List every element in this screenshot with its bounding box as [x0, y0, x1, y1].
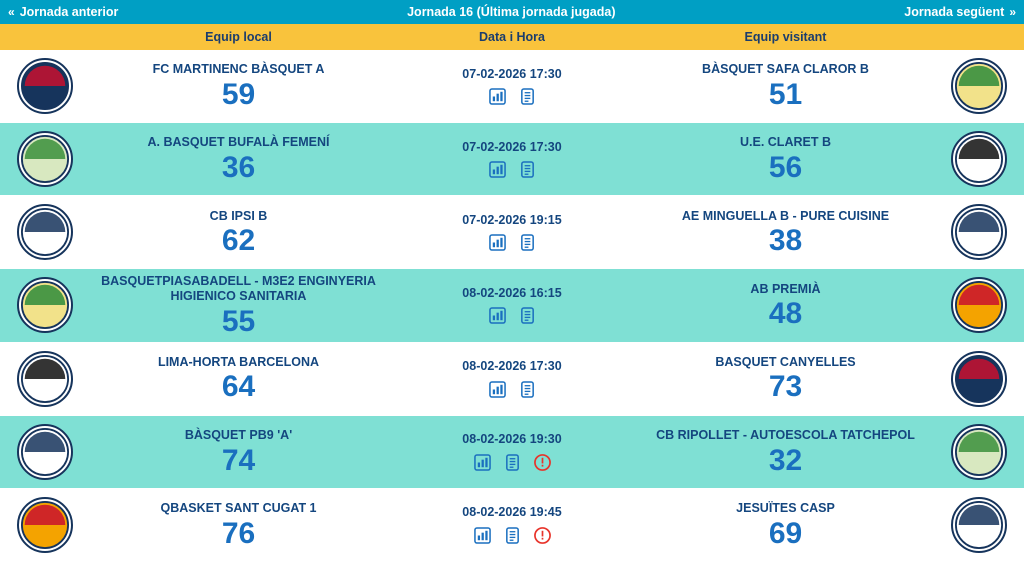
away-crest-cell	[934, 277, 1024, 333]
match-action-icons	[488, 307, 536, 325]
match-datetime-cell	[387, 140, 637, 179]
away-team-cell	[637, 355, 934, 403]
home-team-crest	[17, 497, 73, 553]
home-team-cell	[90, 274, 387, 337]
current-round-label: Jornada 16 (Última jornada jugada)	[407, 5, 616, 19]
bar-chart-icon[interactable]	[488, 88, 506, 106]
away-team-crest	[951, 131, 1007, 187]
table-column-headers	[0, 24, 1024, 50]
home-crest-cell	[0, 58, 90, 114]
away-team-crest	[951, 497, 1007, 553]
away-team-crest	[951, 277, 1007, 333]
home-team-crest	[17, 204, 73, 260]
document-icon[interactable]	[518, 307, 536, 325]
home-team-crest	[17, 424, 73, 480]
home-crest-cell	[0, 497, 90, 553]
home-team-name: BASQUETPIASABADELL - M3E2 ENGINYERIA HIGIENICO SANITARIA	[101, 273, 376, 304]
away-team-cell	[637, 209, 934, 257]
match-action-icons	[473, 526, 551, 544]
table-row[interactable]	[0, 489, 1024, 562]
match-datetime: 07-02-2026 17:30	[462, 139, 562, 154]
previous-round-link[interactable]	[8, 5, 118, 19]
home-team-score: 76	[221, 516, 256, 550]
away-team-cell	[637, 62, 934, 110]
match-datetime: 08-02-2026 16:15	[462, 285, 562, 300]
away-team-crest	[951, 424, 1007, 480]
bar-chart-icon[interactable]	[488, 307, 506, 325]
away-crest-cell	[934, 351, 1024, 407]
away-crest-cell	[934, 58, 1024, 114]
match-datetime-cell	[387, 67, 637, 106]
home-team-cell	[90, 135, 387, 183]
header-home-team: Equip local	[205, 30, 272, 44]
away-team-score: 51	[768, 77, 803, 111]
away-team-cell	[637, 501, 934, 549]
match-action-icons	[473, 453, 551, 471]
home-team-score: 74	[221, 443, 256, 477]
home-team-score: 55	[221, 305, 256, 339]
home-crest-cell	[0, 277, 90, 333]
round-navigation-bar	[0, 0, 1024, 24]
away-team-crest	[951, 204, 1007, 260]
home-crest-cell	[0, 131, 90, 187]
home-team-crest	[17, 277, 73, 333]
document-icon[interactable]	[518, 161, 536, 179]
header-away-team: Equip visitant	[744, 30, 827, 44]
table-row[interactable]	[0, 196, 1024, 269]
away-team-name: AE MINGUELLA B - PURE CUISINE	[681, 208, 890, 223]
table-row[interactable]	[0, 269, 1024, 342]
document-icon[interactable]	[503, 453, 521, 471]
home-team-name: QBASKET SANT CUGAT 1	[160, 501, 317, 516]
away-crest-cell	[934, 204, 1024, 260]
home-team-cell	[90, 209, 387, 257]
away-team-score: 38	[768, 224, 803, 258]
away-team-score: 56	[768, 151, 803, 185]
match-list	[0, 50, 1024, 562]
chevron-right-icon: »	[1009, 5, 1016, 19]
away-crest-cell	[934, 131, 1024, 187]
home-team-crest	[17, 351, 73, 407]
table-row[interactable]	[0, 343, 1024, 416]
document-icon[interactable]	[518, 234, 536, 252]
bar-chart-icon[interactable]	[488, 234, 506, 252]
table-row[interactable]	[0, 416, 1024, 489]
home-team-name: BÀSQUET PB9 'A'	[184, 427, 293, 442]
home-crest-cell	[0, 204, 90, 260]
away-team-crest	[951, 58, 1007, 114]
away-team-name: BÀSQUET SAFA CLAROR B	[702, 62, 869, 77]
home-team-score: 36	[221, 151, 256, 185]
match-datetime: 07-02-2026 19:15	[462, 212, 562, 227]
match-datetime: 08-02-2026 17:30	[462, 359, 562, 374]
away-team-cell	[637, 135, 934, 183]
document-icon[interactable]	[518, 380, 536, 398]
bar-chart-icon[interactable]	[473, 453, 491, 471]
away-team-name: U.E. CLARET B	[740, 135, 831, 150]
chevron-left-icon: «	[8, 5, 15, 19]
home-team-cell	[90, 428, 387, 476]
match-datetime: 07-02-2026 17:30	[462, 66, 562, 81]
document-icon[interactable]	[503, 526, 521, 544]
away-team-crest	[951, 351, 1007, 407]
bar-chart-icon[interactable]	[473, 526, 491, 544]
previous-round-label: Jornada anterior	[19, 5, 119, 19]
match-action-icons	[488, 161, 536, 179]
away-team-name: AB PREMIÀ	[750, 281, 821, 296]
match-datetime-cell	[387, 286, 637, 325]
bar-chart-icon[interactable]	[488, 161, 506, 179]
header-date-time: Data i Hora	[479, 30, 545, 44]
home-crest-cell	[0, 351, 90, 407]
table-row[interactable]	[0, 123, 1024, 196]
match-action-icons	[488, 234, 536, 252]
home-team-score: 59	[221, 77, 256, 111]
document-icon[interactable]	[518, 88, 536, 106]
away-team-score: 73	[768, 370, 803, 404]
match-datetime-cell	[387, 505, 637, 544]
match-datetime-cell	[387, 432, 637, 471]
home-team-cell	[90, 62, 387, 110]
home-team-cell	[90, 501, 387, 549]
away-team-name: BASQUET CANYELLES	[715, 354, 856, 369]
home-team-name: LIMA-HORTA BARCELONA	[157, 354, 320, 369]
bar-chart-icon[interactable]	[488, 380, 506, 398]
alert-icon[interactable]	[533, 526, 551, 544]
home-team-crest	[17, 58, 73, 114]
home-crest-cell	[0, 424, 90, 480]
away-team-name: CB RIPOLLET - AUTOESCOLA TATCHEPOL	[656, 427, 915, 442]
away-team-score: 69	[768, 516, 803, 550]
next-round-link[interactable]	[904, 5, 1016, 19]
home-team-score: 62	[221, 224, 256, 258]
alert-icon[interactable]	[533, 453, 551, 471]
away-crest-cell	[934, 497, 1024, 553]
match-action-icons	[488, 380, 536, 398]
next-round-label: Jornada següent	[904, 5, 1005, 19]
away-crest-cell	[934, 424, 1024, 480]
match-datetime-cell	[387, 359, 637, 398]
home-team-crest	[17, 131, 73, 187]
match-datetime: 08-02-2026 19:45	[462, 505, 562, 520]
home-team-name: FC MARTINENC BÀSQUET A	[152, 62, 325, 77]
home-team-name: CB IPSI B	[209, 208, 268, 223]
table-row[interactable]	[0, 50, 1024, 123]
away-team-score: 48	[768, 297, 803, 331]
match-datetime: 08-02-2026 19:30	[462, 432, 562, 447]
away-team-cell	[637, 282, 934, 330]
home-team-cell	[90, 355, 387, 403]
away-team-cell	[637, 428, 934, 476]
home-team-name: A. BASQUET BUFALÀ FEMENÍ	[147, 135, 330, 150]
away-team-name: JESUÏTES CASP	[736, 501, 835, 516]
home-team-score: 64	[221, 370, 256, 404]
match-datetime-cell	[387, 213, 637, 252]
match-action-icons	[488, 88, 536, 106]
away-team-score: 32	[768, 443, 803, 477]
